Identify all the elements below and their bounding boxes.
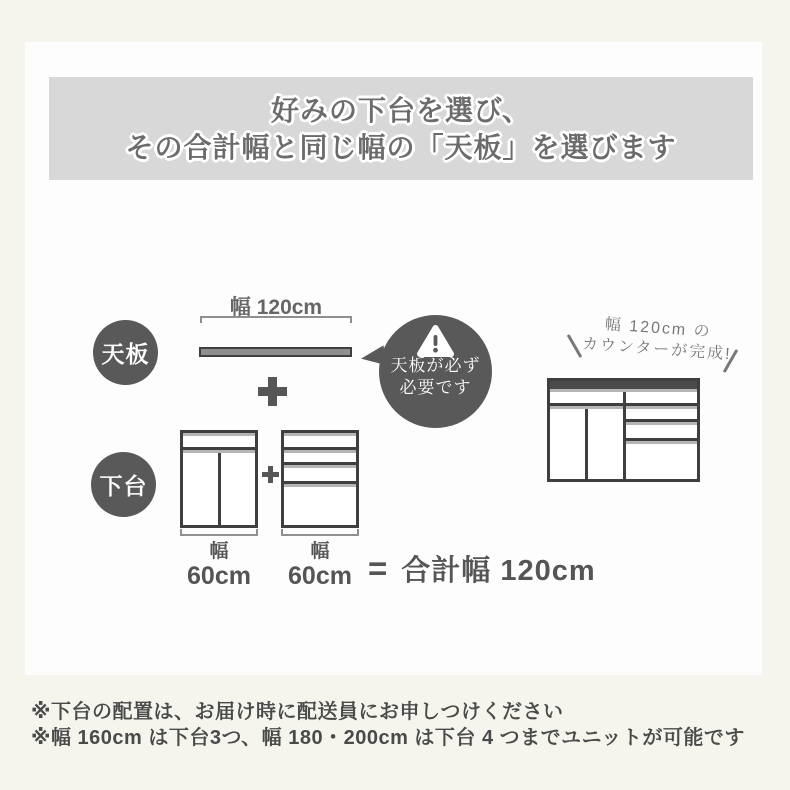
warning-icon [416, 324, 455, 358]
counter-drawer-3 [626, 425, 697, 438]
dimension-bracket-base1 [180, 529, 258, 536]
base2-width-label [273, 541, 367, 590]
base-cabinet-drawers [281, 430, 359, 528]
counter-top-drawer [550, 392, 623, 403]
cabinet-door-right [221, 453, 256, 525]
equals-sign: = [368, 549, 388, 587]
counter-door-section [550, 392, 623, 479]
footnote-line2: ※幅 160cm は下台3つ、幅 180・200cm は下台 4 つまでユニットが可能です [31, 727, 745, 749]
cabinet-top-drawer [183, 436, 255, 447]
base1-width-label-line1: 幅 [209, 541, 229, 562]
warning-text-line1: 天板が必ず [390, 356, 481, 375]
top-panel-badge-label: 天板 [101, 341, 150, 367]
footnote-line1: ※下台の配置は、お届け時に配送員にお申しつけください [31, 701, 564, 723]
base2-width-label-line1: 幅 [310, 541, 330, 562]
counter-countertop [550, 381, 697, 389]
cabinet-drawer-3 [284, 468, 356, 481]
base-badge-label: 下台 [99, 473, 148, 499]
plus-icon [258, 377, 287, 406]
cabinet-door-left [183, 453, 218, 525]
completed-counter [547, 378, 700, 482]
counter-door-left [550, 409, 585, 479]
base2-width-label-line2: 60cm [288, 562, 352, 590]
header-banner [49, 77, 753, 180]
cabinet-drawer-2 [284, 453, 356, 462]
cabinet-drawer-1 [284, 436, 356, 447]
cabinet-drawer-4 [284, 487, 356, 525]
completed-annotation-line1: 幅 120cm の [604, 316, 713, 341]
counter-drawer-1 [626, 392, 697, 403]
page-title-line2: その合計幅と同じ幅の「天板」を選びます [125, 131, 677, 163]
warning-text-line2: 必要です [399, 378, 472, 397]
dimension-bracket-top [200, 316, 352, 323]
total-width-label: 合計幅 120cm [401, 555, 596, 587]
dimension-bracket-base2 [281, 529, 359, 536]
completed-annotation-line2: カウンターが完成! [581, 335, 733, 364]
top-panel-badge [93, 320, 158, 385]
base1-width-label [172, 541, 266, 590]
counter-door-right [588, 409, 623, 479]
counter-drawer-section [626, 392, 697, 479]
base-cabinet-doors [180, 430, 258, 528]
counter-drawer-4 [626, 444, 697, 479]
plus-icon-small [262, 466, 279, 483]
countertop-width-label: 幅 120cm [229, 296, 323, 319]
footnotes [31, 699, 745, 751]
base1-width-label-line2: 60cm [187, 562, 251, 590]
warning-text [379, 355, 492, 399]
countertop-bar [199, 347, 352, 357]
total-width-row [368, 548, 596, 589]
page-title-line1: 好みの下台を選び、 [271, 94, 531, 126]
base-badge [91, 452, 156, 517]
counter-drawer-2 [626, 409, 697, 419]
warning-balloon [379, 315, 492, 428]
